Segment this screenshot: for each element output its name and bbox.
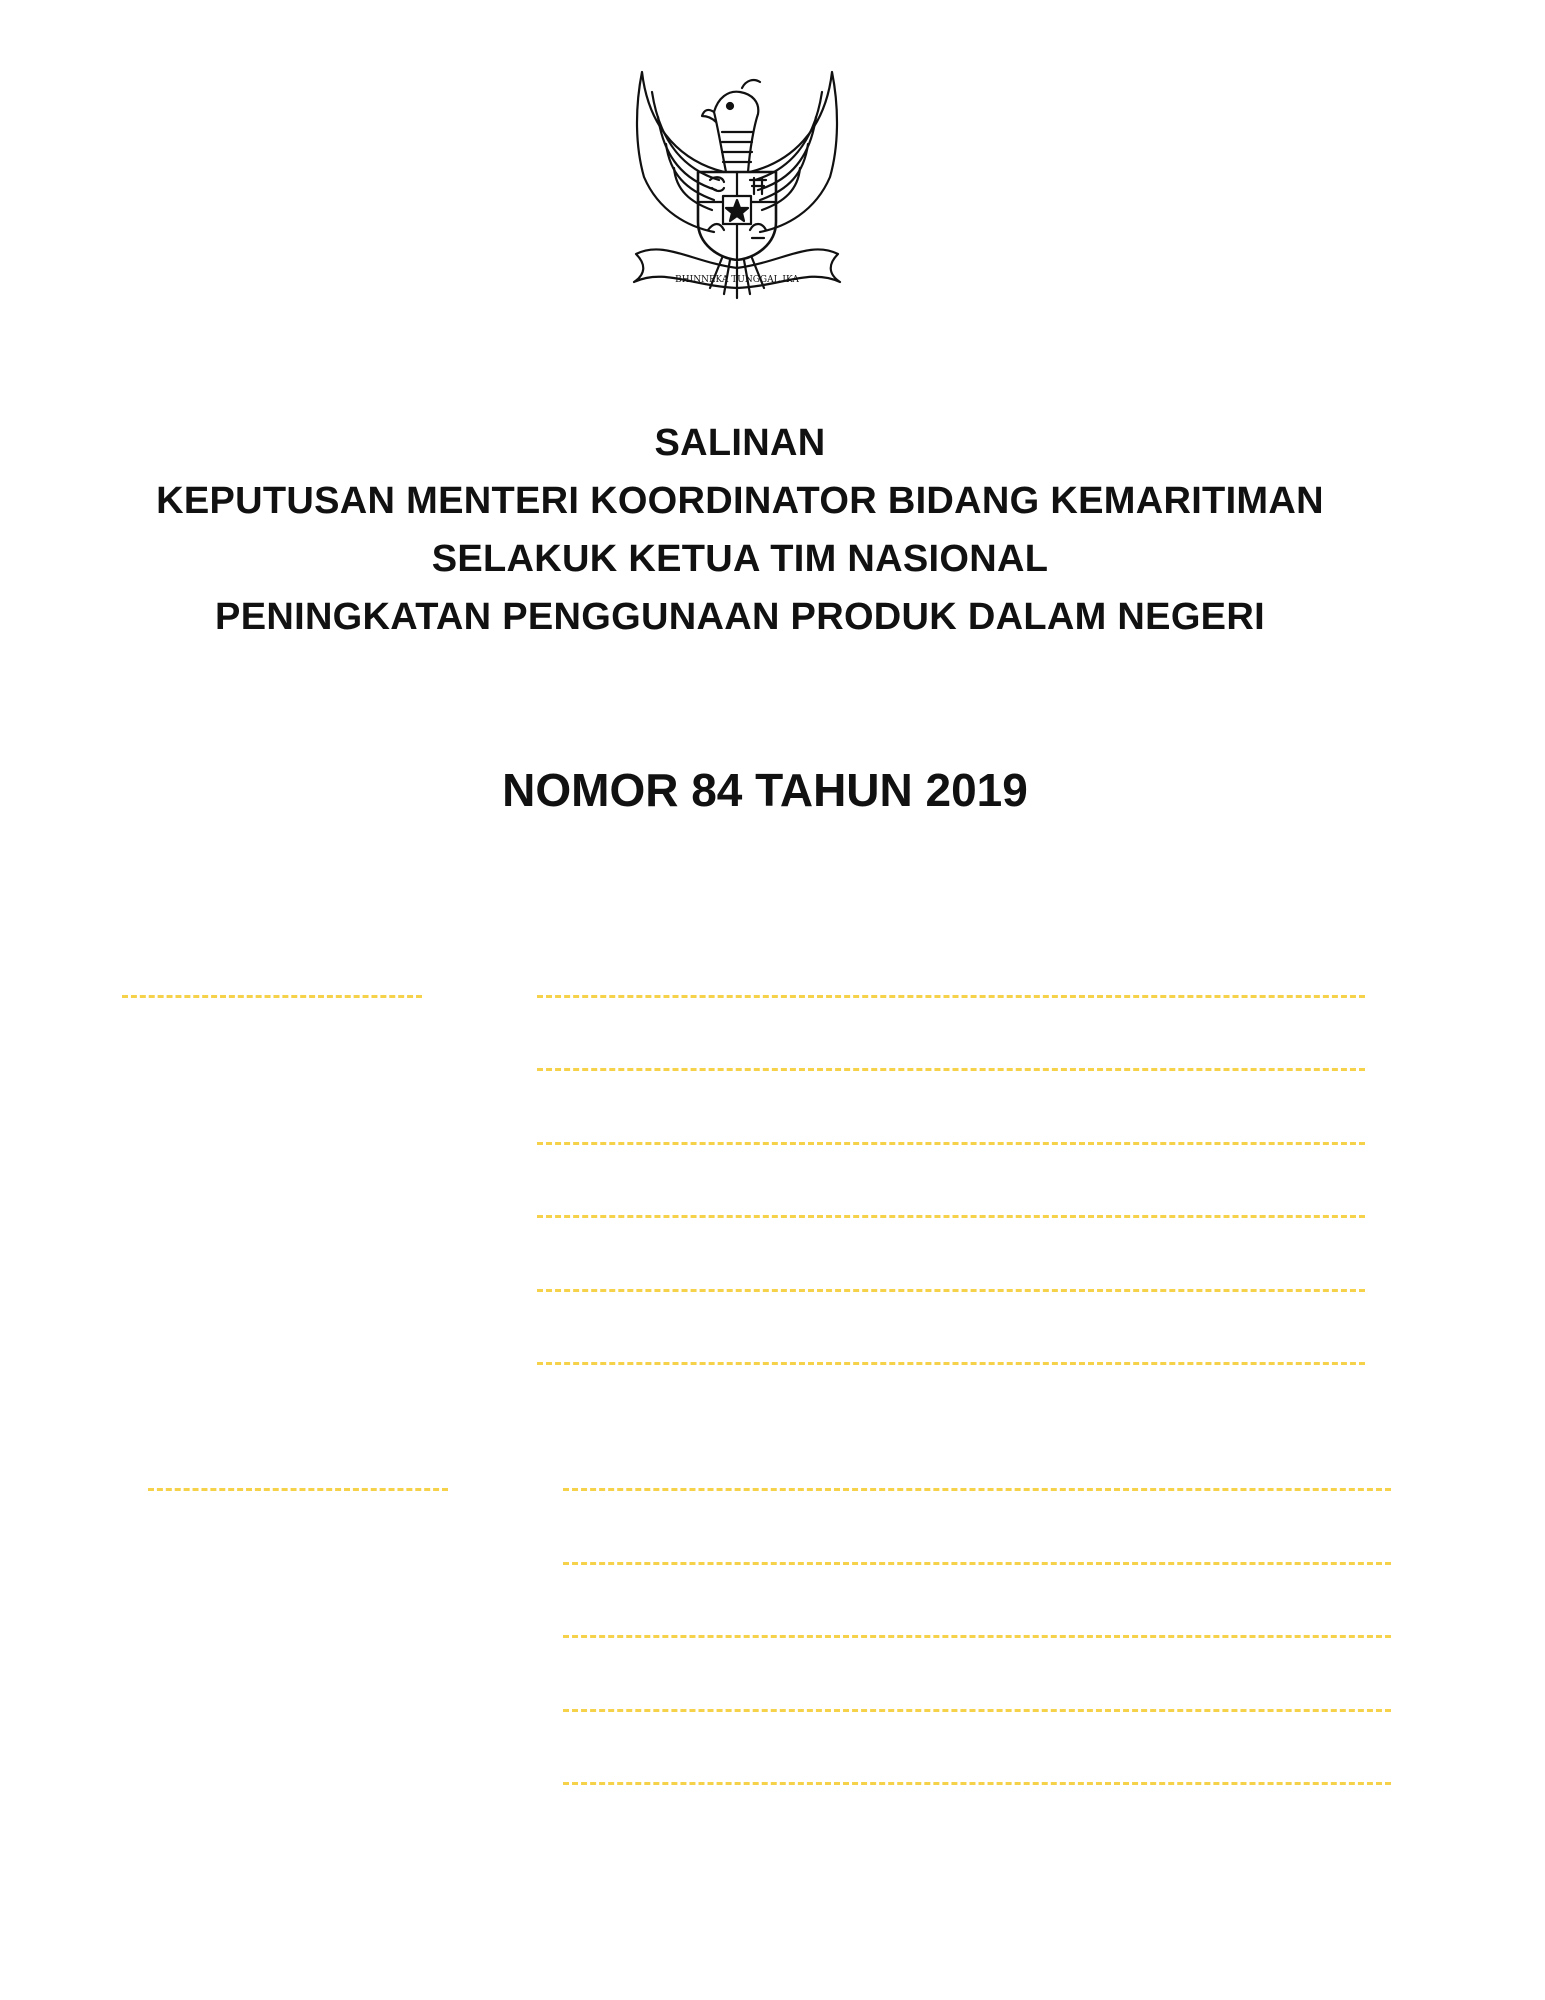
- placeholder-line: [563, 1488, 1391, 1491]
- placeholder-line: [563, 1562, 1391, 1565]
- title-line-salinan: SALINAN: [654, 422, 826, 464]
- emblem-motto: BHINNEKA TUNGGAL IKA: [675, 275, 799, 285]
- garuda-emblem-icon: [614, 62, 860, 306]
- placeholder-line: [563, 1635, 1391, 1638]
- document-title: [0, 414, 1480, 646]
- placeholder-line: [537, 1362, 1365, 1365]
- placeholder-label-line: [122, 995, 422, 998]
- placeholder-line: [537, 1215, 1365, 1218]
- title-line-keputusan: KEPUTUSAN MENTERI KOORDINATOR BIDANG KEMARITIMAN: [156, 480, 1324, 522]
- placeholder-label-line: [148, 1488, 448, 1491]
- placeholder-line: [563, 1782, 1391, 1785]
- title-line-selaku: SELAKUK KETUA TIM NASIONAL: [431, 538, 1049, 580]
- placeholder-line: [537, 995, 1365, 998]
- placeholder-line: [563, 1709, 1391, 1712]
- placeholder-line: [537, 1289, 1365, 1292]
- placeholder-line: [537, 1142, 1365, 1145]
- placeholder-line: [537, 1068, 1365, 1071]
- document-number: NOMOR 84 TAHUN 2019: [502, 764, 1028, 816]
- title-line-peningkatan: PENINGKATAN PENGGUNAAN PRODUK DALAM NEGERI: [215, 596, 1265, 638]
